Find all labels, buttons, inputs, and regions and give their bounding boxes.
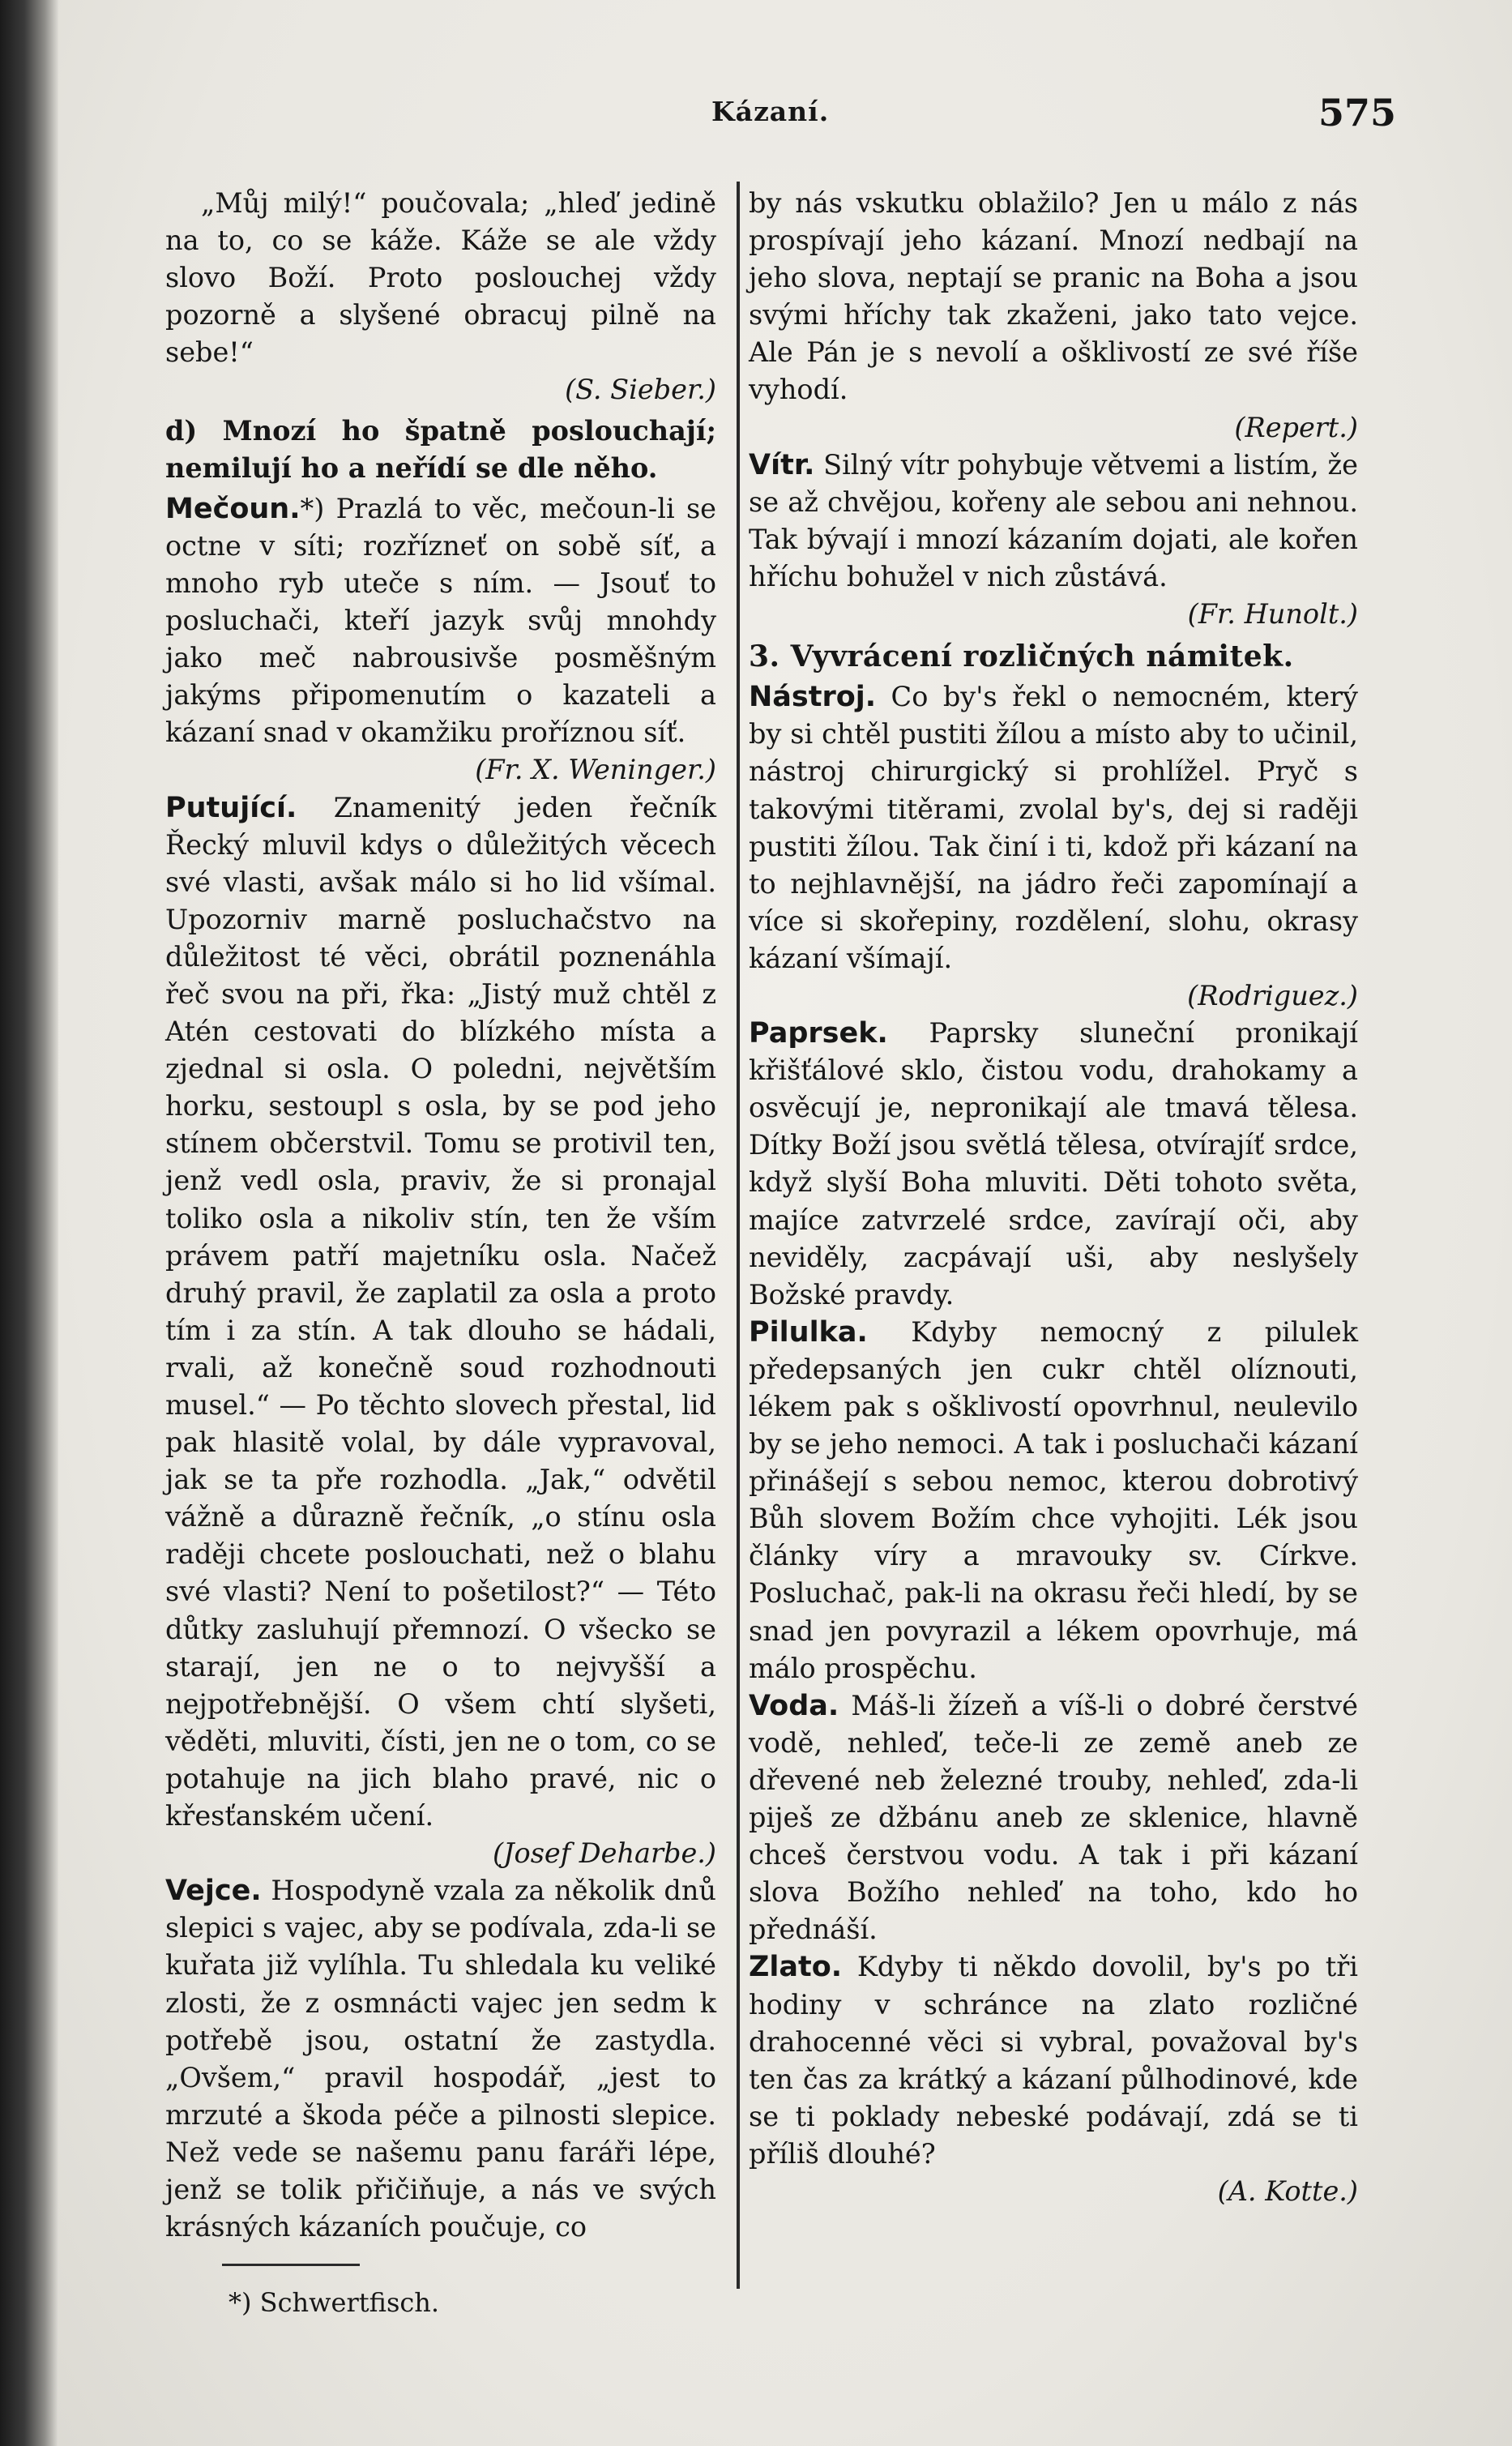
entry-vitr: [749, 447, 1358, 596]
footnote-rule: [222, 2264, 360, 2266]
entry-text: Silný vítr pohybuje větvemi a listím, že se až chvějou, kořeny ale sebou ani nehnou. Tak bývají i mnozí kázaním dojati, ale kořen hříchu bohužel v nich zůstává.: [749, 448, 1358, 592]
right-column: [749, 185, 1358, 2210]
entry-voda: [749, 1687, 1358, 1949]
book-page: [58, 0, 1512, 2446]
column-divider: [737, 182, 740, 2289]
entry-text: Co by's řekl o nemocném, který by si chtěl pustiti žílou a místo aby to učinil, nástroj chirurgický si prohlížel. Pryč s takovými titěrami, zvolal by's, dej si raději pustiti žílou. Tak činí i ti, kdož při kázaní na to nejhlavnější, na jádro řeči zapomínají a více si skořepiny, rozdělení, slohu, okrasy kázaní všímají.: [749, 681, 1358, 974]
attribution: (Josef Deharbe.): [493, 1837, 716, 1870]
footnote-marker: *): [300, 492, 325, 524]
entry-vejce: [165, 1872, 716, 2246]
entry-zlato: [749, 1948, 1358, 2173]
section-heading: 3. Vyvrácení rozličných námitek.: [749, 639, 1294, 674]
attribution: (Fr. Hunolt.): [1187, 598, 1358, 631]
entry-keyword: Vítr.: [749, 448, 815, 481]
book-binding-shadow: [0, 0, 58, 2446]
entry-text: Hospodyně vzala za několik dnů slepici s vajec, aby se podívala, zda-li se kuřata již vylíhla. Tu shledala ku veliké zlosti, že z osmnácti vajec jen sedm k potřebě jsou, ostatní že zastydla. „Ovšem,“ pravil hospodář, „jest to mrzuté a škoda péče a pilnosti slepice. Než vede se našemu panu faráři lépe, jenž se tolik přičiňuje, a nás ve svých krásných kázaních poučuje, co: [165, 1875, 716, 2243]
page-number: 575: [1318, 91, 1396, 135]
entry-paprsek: [749, 1015, 1358, 1314]
attribution: (Repert.): [1234, 411, 1358, 443]
entry-text: Znamenitý jeden řečník Řecký mluvil kdys o důležitých věcech své vlasti, avšak málo si ho lid všímal. Upozorniv marně posluchačstvo na důležitost té věci, obrátil poznenáhla řeč svou na při, řka: „Jistý muž chtěl z Atén cestovati do blízkého místa a zjednal si osla. O poledni, největším horku, sestoupl s osla, by se pod jeho stínem občerstvil. Tomu se protivil ten, jenž vedl osla, praviv, že si pronajal toliko osla a nikoliv stín, ten že vším právem patří majetníku osla. Načež druhý pravil, že zaplatil za osla a proto tím i za stín. A tak dlouho se hádali, rvali, až konečně soud rozhodnouti musel.“ — Po těchto slovech přestal, lid pak hlasitě volal, by dále vypravoval, jak se ta pře rozhodla. „Jak,“ odvětil vážně a důrazně řečník, „o stínu osla raději chcete poslouchati, než o blahu své vlasti? Není to pošetilost?“ — Této důtky zasluhují přemnozí. O všecko se starají, jen ne o to nejvyšší a nejpotřebnější. O všem chtí slyšeti, věděti, mluviti, čísti, jen ne o tom, co se potahuje na jich blaho pravé, nic o křesťanském učení.: [165, 791, 716, 1832]
entry-text: Prazlá to věc, mečoun-li se octne v síti; rozřízneť on sobě síť, a mnoho ryb uteče s ním. — Jsouť to posluchači, kteří jazyk svůj mnohdy jako meč nabrousivše posměšným jakýms připomenutím o kazateli a kázaní snad v okamžiku proříznou síť.: [165, 492, 716, 749]
entry-text: Kdyby nemocný z pilulek předepsaných jen cukr chtěl olíznouti, lékem pak s ošklivostí opovrhnul, neulevilo by se jeho nemoci. A tak i posluchači kázaní přinášejí s sebou nemoc, kterou dobrotivý Bůh slovem Božím chce vyhojiti. Lék jsou články víry a mravouky sv. Církve. Posluchač, pak-li na okrasu řeči hledí, by se snad jen povyrazil a lékem opovrhuje, má málo prospěchu.: [749, 1315, 1358, 1684]
entry-text: Máš-li žízeň a víš-li o dobré čerstvé vodě, nehleď, teče-li ze země aneb ze dřevené neb železné trouby, nehleď, zda-li piješ ze džbánu aneb ze sklenice, hlavně chceš čerstvou vodu. A tak i při kázaní slova Božího nehleď na toho, kdo ho přednáší.: [749, 1689, 1358, 1946]
entry-text: Kdyby ti někdo dovolil, by's po tři hodiny v schránce na zlato rozličné drahocenné věci si vybral, považoval by's ten čas za krátký a kázaní půlhodinové, kde se ti poklady nebeské podávají, zdá se ti příliš dlouhé?: [749, 1951, 1358, 2170]
paragraph: „Můj milý!“ poučovala; „hleď jedině na to, co se káže. Káže se ale vždy slovo Boží. Proto poslouchej vždy pozorně a slyšené obracuj pilně na sebe!“: [165, 187, 716, 369]
entry-keyword: Nástroj.: [749, 681, 877, 714]
entry-nastroj: [749, 678, 1358, 977]
entry-mecoun: [165, 490, 716, 752]
entry-putujici: [165, 789, 716, 1836]
entry-keyword: Putující.: [165, 791, 297, 824]
entry-keyword: Zlato.: [749, 1951, 843, 1984]
attribution: (S. Sieber.): [565, 374, 716, 406]
section-heading: d) Mnozí ho špatně poslouchají; nemilují ho a neřídí se dle něho.: [165, 414, 716, 484]
footnote: *) Schwertfisch.: [229, 2287, 440, 2319]
entry-keyword: Vejce.: [165, 1875, 262, 1908]
attribution: (Fr. X. Weninger.): [475, 754, 716, 786]
entry-keyword: Paprsek.: [749, 1017, 888, 1050]
entry-text: Paprsky sluneční pronikají křišťálové sklo, čistou vodu, drahokamy a osvěcují je, nepronikají ale tmavá tělesa. Dítky Boží jsou světlá tělesa, otvírajíť srdce, když slyší Boha mluviti. Děti tohoto světa, majíce zatvrzelé srdce, zavírají oči, aby neviděly, zacpávají uši, aby neslyšely Božské pravdy.: [749, 1017, 1358, 1311]
left-column: [165, 185, 716, 2321]
entry-keyword: Pilulka.: [749, 1315, 868, 1349]
entry-pilulka: [749, 1314, 1358, 1687]
attribution: (A. Kotte.): [1217, 2174, 1358, 2207]
running-header: [58, 91, 1512, 144]
paragraph: by nás vskutku oblažilo? Jen u málo z nás prospívají jeho kázaní. Mnozí nedbají na jeho slova, neptají se pranic na Boha a jsou svými hříchy tak zkaženi, jako tato vejce. Ale Pán je s nevolí a ošklivostí ze své říše vyhodí.: [749, 187, 1358, 406]
entry-keyword: Voda.: [749, 1689, 839, 1722]
entry-keyword: Mečoun.: [165, 492, 301, 525]
running-title: Kázaní.: [711, 96, 830, 127]
attribution: (Rodriguez.): [1187, 979, 1358, 1011]
